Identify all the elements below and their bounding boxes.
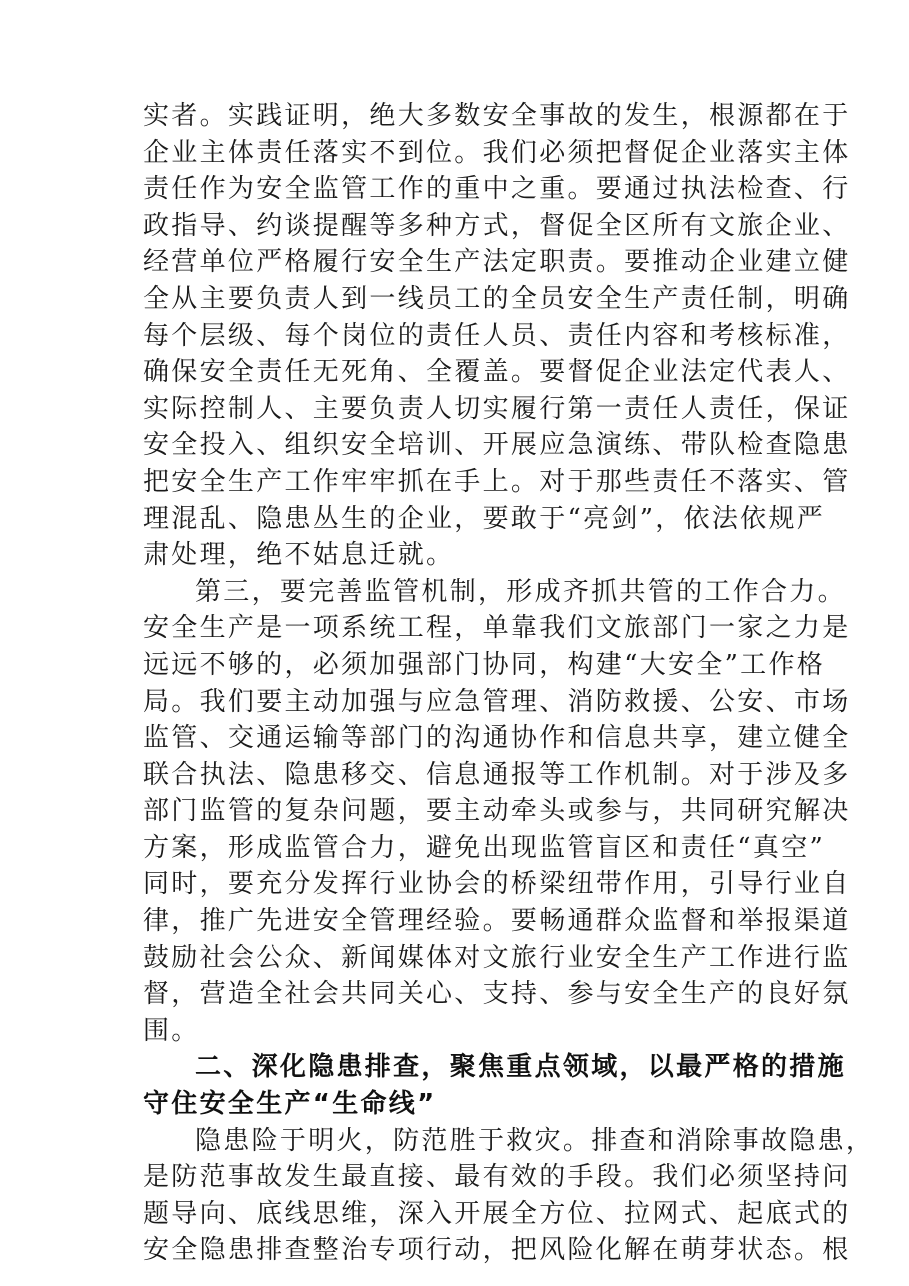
text-line: 同时，要充分发挥行业协会的桥梁纽带作用，引导行业自 <box>143 869 851 900</box>
text-line: 部门监管的复杂问题，要主动牵头或参与，共同研究解决 <box>143 796 851 827</box>
paragraph-supervision-mechanism <box>143 574 851 1050</box>
text-line: 围。 <box>143 1015 200 1046</box>
text-line: 政指导、约谈提醒等多种方式，督促全区所有文旅企业、 <box>143 210 851 241</box>
text-line: 全从主要负责人到一线员工的全员安全生产责任制，明确 <box>143 283 851 314</box>
text-line: 实者。实践证明，绝大多数安全事故的发生，根源都在于 <box>143 101 851 131</box>
text-line: 远远不够的，必须加强部门协同，构建“大安全”工作格 <box>143 649 826 680</box>
text-line: 局。我们要主动加强与应急管理、消防救援、公安、市场 <box>143 686 851 717</box>
text-line: 督，营造全社会共同关心、支持、参与安全生产的良好氛 <box>143 979 851 1010</box>
paragraph-main-responsibility <box>143 98 851 574</box>
text-line: 企业主体责任落实不到位。我们必须把督促企业落实主体 <box>143 137 851 168</box>
text-line: 经营单位严格履行安全生产法定职责。要推动企业建立健 <box>143 247 851 278</box>
paragraph-hazard-investigation <box>143 1123 875 1269</box>
text-line: 鼓励社会公众、新闻媒体对文旅行业安全生产工作进行监 <box>143 942 851 973</box>
text-line: 实际控制人、主要负责人切实履行第一责任人责任，保证 <box>143 393 851 424</box>
text-line: 确保安全责任无死角、全覆盖。要督促企业法定代表人、 <box>143 357 851 388</box>
text-line: 安全投入、组织安全培训、开展应急演练、带队检查隐患 <box>143 430 851 461</box>
text-line: 每个层级、每个岗位的责任人员、责任内容和考核标准， <box>143 320 851 351</box>
text-line: 安全隐患排查整治专项行动，把风险化解在萌芽状态。根 <box>143 1235 851 1266</box>
heading-line: 二、深化隐患排查，聚焦重点领域，以最严格的措施 <box>195 1052 846 1083</box>
text-line: 联合执法、隐患移交、信息通报等工作机制。对于涉及多 <box>143 759 851 790</box>
heading-line: 守住安全生产“生命线” <box>143 1089 437 1120</box>
text-line: 律，推广先进安全管理经验。要畅通群众监督和举报渠道 <box>143 906 851 937</box>
text-line: 监管、交通运输等部门的沟通协作和信息共享，建立健全 <box>143 723 851 754</box>
text-line: 理混乱、隐患丛生的企业，要敢于“亮剑”，依法依规严 <box>143 503 826 534</box>
text-line: 隐患险于明火，防范胜于救灾。排查和消除事故隐患， <box>195 1125 875 1156</box>
section-heading <box>143 1049 846 1122</box>
text-line: 是防范事故发生最直接、最有效的手段。我们必须坚持问 <box>143 1162 851 1193</box>
text-line: 把安全生产工作牢牢抓在手上。对于那些责任不落实、管 <box>143 466 851 497</box>
document-page <box>143 98 875 1269</box>
text-line: 安全生产是一项系统工程，单靠我们文旅部门一家之力是 <box>143 613 851 644</box>
text-line: 第三，要完善监管机制，形成齐抓共管的工作合力。 <box>195 576 846 607</box>
text-line: 肃处理，绝不姑息迁就。 <box>143 540 455 571</box>
text-line: 题导向、底线思维，深入开展全方位、拉网式、起底式的 <box>143 1198 851 1229</box>
text-line: 方案，形成监管合力，避免出现监管盲区和责任“真空” <box>143 832 826 863</box>
text-line: 责任作为安全监管工作的重中之重。要通过执法检查、行 <box>143 174 851 205</box>
